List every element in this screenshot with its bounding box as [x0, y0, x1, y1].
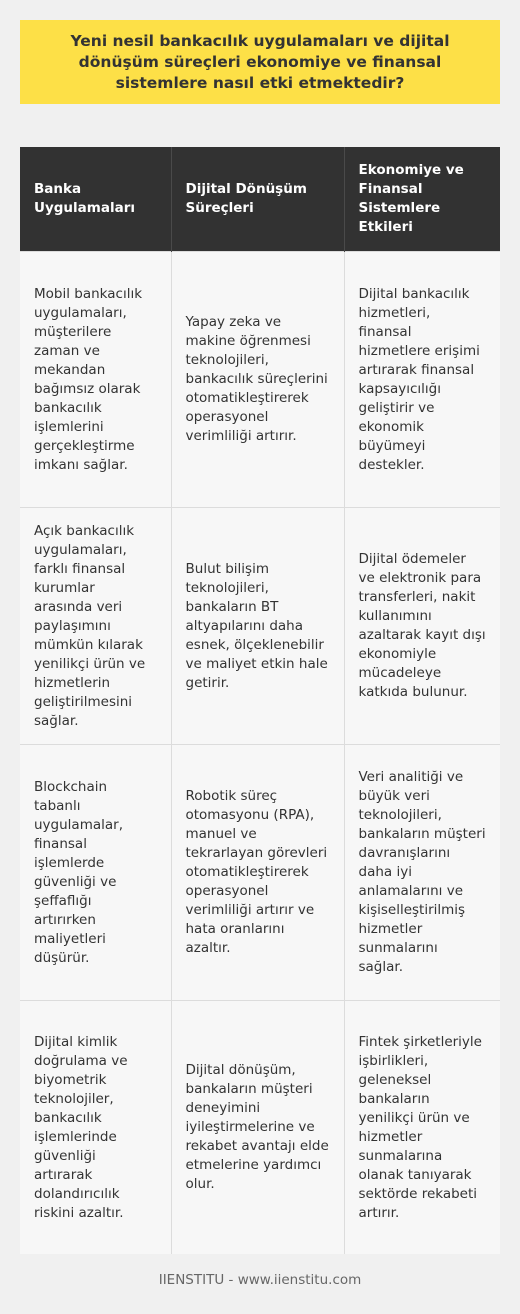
table-cell: Robotik süreç otomasyonu (RPA), manuel ve tekrarlayan görevleri otomatikleştirerek operasyonel verimliliği artırır ve hata oranlarını azaltır.: [171, 745, 344, 1001]
table-row: [20, 252, 500, 508]
header-bank-apps: Banka Uygulamaları: [20, 147, 171, 252]
table-cell: Açık bankacılık uygulamaları, farklı finansal kurumlar arasında veri paylaşımını mümkün kılarak yenilikçi ürün ve hizmetlerin geliştirilmesini sağlar.: [20, 508, 171, 745]
table-cell: Fintek şirketleriyle işbirlikleri, geleneksel bankaların yenilikçi ürün ve hizmetler sunmalarına olanak tanıyarak sektörde rekabeti artırır.: [344, 1001, 500, 1255]
table-row: [20, 1001, 500, 1255]
table-cell: Veri analitiği ve büyük veri teknolojileri, bankaların müşteri davranışlarını daha iyi anlamalarını ve kişiselleştirilmiş hizmetler sunmalarını sağlar.: [344, 745, 500, 1001]
table-row: [20, 508, 500, 745]
table-cell: Blockchain tabanlı uygulamalar, finansal işlemlerde güvenliği ve şeffaflığı artırırken maliyetleri düşürür.: [20, 745, 171, 1001]
page-title: Yeni nesil bankacılık uygulamaları ve dijital dönüşüm süreçleri ekonomiye ve finansal sistemlere nasıl etki etmektedir?: [70, 31, 450, 92]
table-cell: Dijital kimlik doğrulama ve biyometrik teknolojiler, bankacılık işlemlerinde güvenliği artırarak dolandırıcılık riskini azaltır.: [20, 1001, 171, 1255]
header-economic-effects: Ekonomiye ve Finansal Sistemlere Etkileri: [344, 147, 500, 252]
table-cell: Mobil bankacılık uygulamaları, müşterilere zaman ve mekandan bağımsız olarak bankacılık işlemlerini gerçekleştirme imkanı sağlar.: [20, 252, 171, 508]
table-row: [20, 745, 500, 1001]
footer-credit: IIENSTITU - www.iienstitu.com: [158, 1272, 362, 1288]
title-banner: [20, 20, 500, 104]
table-cell: Dijital bankacılık hizmetleri, finansal hizmetlere erişimi artırarak finansal kapsayıcılığı geliştirir ve ekonomik büyümeyi destekler.: [344, 252, 500, 508]
table-cell: Dijital dönüşüm, bankaların müşteri deneyimini iyileştirmelerine ve rekabet avantajı elde etmelerine yardımcı olur.: [171, 1001, 344, 1255]
header-digital-transformation: Dijital Dönüşüm Süreçleri: [171, 147, 344, 252]
table-cell: Yapay zeka ve makine öğrenmesi teknolojileri, bankacılık süreçlerini otomatikleştirerek operasyonel verimliliği artırır.: [171, 252, 344, 508]
table-cell: Dijital ödemeler ve elektronik para transferleri, nakit kullanımını azaltarak kayıt dışı ekonomiyle mücadeleye katkıda bulunur.: [344, 508, 500, 745]
table-header-row: [20, 147, 500, 252]
comparison-table: [20, 147, 500, 1254]
table-cell: Bulut bilişim teknolojileri, bankaların BT altyapılarını daha esnek, ölçeklenebilir ve maliyet etkin hale getirir.: [171, 508, 344, 745]
